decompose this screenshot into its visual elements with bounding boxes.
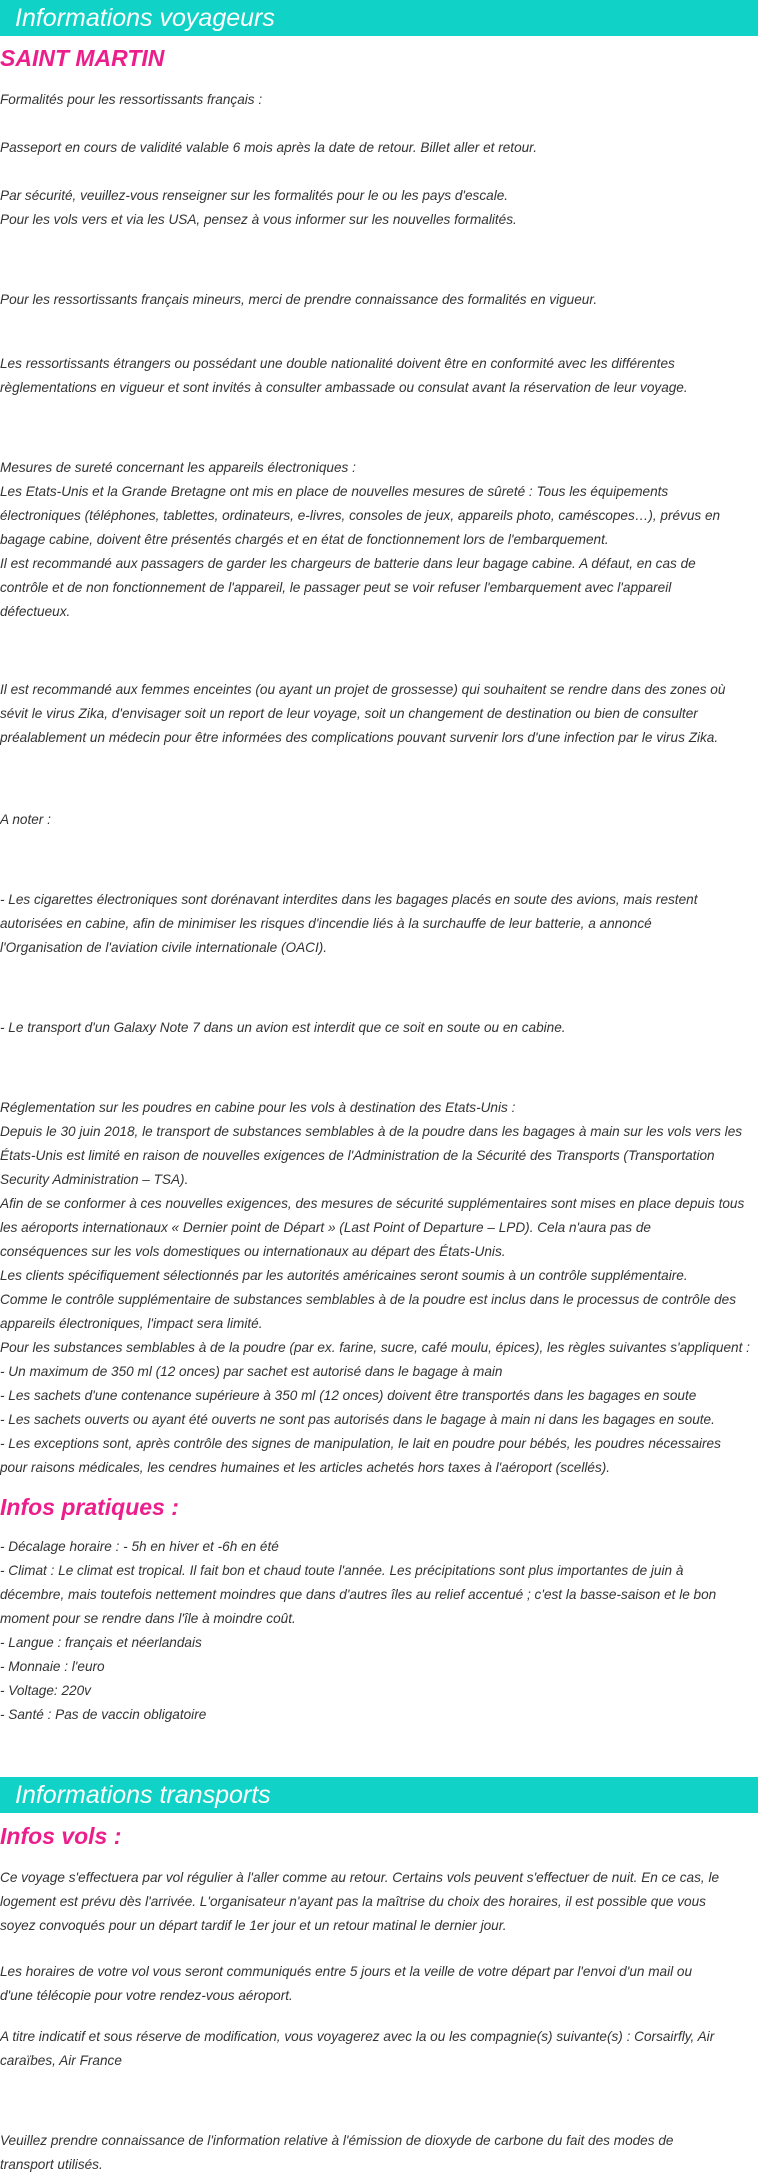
list-item: décembre, mais toutefois nettement moindres que dans d'autres îles au relief accentué ; c'est la basse-saison et le bon bbox=[0, 1587, 717, 1602]
text-line: pour raisons médicales, les cendres humaines et les articles achetés hors taxes à l'aéroport (scellés). bbox=[0, 1460, 611, 1475]
zika-paragraph bbox=[0, 678, 758, 750]
text-line: - Les cigarettes électroniques sont dorénavant interdites dans les bagages placés en soute des avions, mais restent bbox=[0, 892, 698, 907]
text-line: contrôle et de non fonctionnement de l'appareil, le passager peut se voir refuser l'embarquement avec l'appareil bbox=[0, 580, 672, 595]
vols-paragraph-2 bbox=[0, 1960, 758, 2008]
compagnies-paragraph bbox=[0, 2025, 758, 2073]
text-line: appareils électroniques, l'impact sera limité. bbox=[0, 1316, 263, 1331]
text-line: - Les sachets d'une contenance supérieure à 350 ml (12 onces) doivent être transportés dans les bagages en soute bbox=[0, 1388, 697, 1403]
text-line: Les Etats-Unis et la Grande Bretagne ont mis en place de nouvelles mesures de sûreté : Tous les équipements bbox=[0, 484, 669, 499]
text-line: Les horaires de votre vol vous seront communiqués entre 5 jours et la veille de votre départ par l'envoi d'un mail ou bbox=[0, 1964, 693, 1979]
text-line: Il est recommandé aux passagers de garder les chargeurs de batterie dans leur bagage cabine. A défaut, en cas de bbox=[0, 556, 696, 571]
destination-heading: SAINT MARTIN bbox=[0, 45, 165, 71]
text-line: - Les exceptions sont, après contrôle des signes de manipulation, le lait en poudre pour bébés, les poudres nécessaires bbox=[0, 1436, 721, 1451]
a-noter-label: A noter : bbox=[0, 812, 51, 827]
infos-vols-heading: Infos vols : bbox=[0, 1823, 122, 1849]
text-line: Les clients spécifiquement sélectionnés par les autorités américaines seront soumis à un contrôle supplémentaire. bbox=[0, 1268, 688, 1283]
transports-banner: Informations transports bbox=[0, 1777, 758, 1813]
text-line: États-Unis est limité en raison de nouvelles exigences de l'Administration de la Sécurité des Transports (Transportation bbox=[0, 1148, 715, 1163]
text-line: règlementations en vigueur et sont invités à consulter ambassade ou consulat avant la réservation de leur voyage. bbox=[0, 380, 688, 395]
poudres-paragraph bbox=[0, 1096, 758, 1480]
text-line: logement est prévu dès l'arrivée. L'organisateur n'ayant pas la maîtrise du choix des horaires, il est possible que vous bbox=[0, 1894, 706, 1909]
text-line: A titre indicatif et sous réserve de modification, vous voyagerez avec la ou les compagnie(s) suivante(s) : Corsairfly, Air bbox=[0, 2029, 715, 2044]
text-line: transport utilisés. bbox=[0, 2157, 103, 2172]
text-line: préalablement un médecin pour être informées des complications pouvant survenir lors d'une infection par le virus Zika. bbox=[0, 730, 719, 745]
cigarettes-paragraph bbox=[0, 888, 758, 960]
mineurs-paragraph: Pour les ressortissants français mineurs, merci de prendre connaissance des formalités en vigueur. bbox=[0, 292, 598, 307]
list-item: - Monnaie : l'euro bbox=[0, 1659, 105, 1674]
voyageurs-banner: Informations voyageurs bbox=[0, 0, 758, 36]
text-line: autorisées en cabine, afin de minimiser les risques d'incendie liés à la surchauffe de leur batterie, a annoncé bbox=[0, 916, 652, 931]
text-line: les aéroports internationaux « Dernier point de Départ » (Last Point of Departure – LPD). Cela n'aura pas de bbox=[0, 1220, 651, 1235]
text-line: Mesures de sureté concernant les appareils électroniques : bbox=[0, 460, 356, 475]
list-item: - Langue : français et néerlandais bbox=[0, 1635, 202, 1650]
text-line: d'une télécopie pour votre rendez-vous aéroport. bbox=[0, 1988, 293, 2003]
etrangers-paragraph bbox=[0, 352, 758, 400]
text-line: électroniques (téléphones, tablettes, ordinateurs, e-livres, consoles de jeux, appareils photo, caméscopes…), prévus en bbox=[0, 508, 721, 523]
infos-pratiques-list bbox=[0, 1535, 758, 1727]
text-line: Pour les vols vers et via les USA, pensez à vous informer sur les nouvelles formalités. bbox=[0, 212, 517, 227]
text-line: Afin de se conformer à ces nouvelles exigences, des mesures de sécurité supplémentaires sont mises en place depuis tous bbox=[0, 1196, 745, 1211]
list-item: - Climat : Le climat est tropical. Il fait bon et chaud toute l'année. Les précipitations sont plus importantes de juin à bbox=[0, 1563, 684, 1578]
text-line: Security Administration – TSA). bbox=[0, 1172, 189, 1187]
list-item: - Décalage horaire : - 5h en hiver et -6h en été bbox=[0, 1539, 279, 1554]
galaxy-paragraph: - Le transport d'un Galaxy Note 7 dans un avion est interdit que ce soit en soute ou en cabine. bbox=[0, 1020, 566, 1035]
text-line: Veuillez prendre connaissance de l'information relative à l'émission de dioxyde de carbone du fait des modes de bbox=[0, 2133, 674, 2148]
text-line: Les ressortissants étrangers ou possédant une double nationalité doivent être en conformité avec les différentes bbox=[0, 356, 675, 371]
text-line: Depuis le 30 juin 2018, le transport de substances semblables à de la poudre dans les bagages à main sur les vols vers les bbox=[0, 1124, 743, 1139]
text-line: Réglementation sur les poudres en cabine pour les vols à destination des Etats-Unis : bbox=[0, 1100, 516, 1115]
appareils-paragraph bbox=[0, 456, 758, 624]
co2-paragraph bbox=[0, 2129, 758, 2177]
list-item: - Voltage: 220v bbox=[0, 1683, 91, 1698]
list-item: - Santé : Pas de vaccin obligatoire bbox=[0, 1707, 207, 1722]
passeport-paragraph: Passeport en cours de validité valable 6 mois après la date de retour. Billet aller et retour. bbox=[0, 140, 537, 155]
text-line: sévit le virus Zika, d'envisager soit un report de leur voyage, soit un changement de destination ou bien de consulter bbox=[0, 706, 698, 721]
formalites-title: Formalités pour les ressortissants français : bbox=[0, 92, 263, 107]
vols-paragraph-1 bbox=[0, 1866, 758, 1938]
text-line: bagage cabine, doivent être présentés chargés et en état de fonctionnement lors de l'embarquement. bbox=[0, 532, 609, 547]
text-line: Ce voyage s'effectuera par vol régulier à l'aller comme au retour. Certains vols peuvent s'effectuer de nuit. En ce cas, le bbox=[0, 1870, 720, 1885]
text-line: défectueux. bbox=[0, 604, 71, 619]
infos-pratiques-heading: Infos pratiques : bbox=[0, 1494, 179, 1520]
text-line: caraïbes, Air France bbox=[0, 2053, 122, 2068]
text-line: l'Organisation de l'aviation civile internationale (OACI). bbox=[0, 940, 328, 955]
text-line: - Les sachets ouverts ou ayant été ouverts ne sont pas autorisés dans le bagage à main ni dans les bagages en soute. bbox=[0, 1412, 715, 1427]
text-line: Il est recommandé aux femmes enceintes (ou ayant un projet de grossesse) qui souhaitent se rendre dans des zones où bbox=[0, 682, 726, 697]
text-line: conséquences sur les vols domestiques ou internationaux au départ des États-Unis. bbox=[0, 1244, 506, 1259]
text-line: - Un maximum de 350 ml (12 onces) par sachet est autorisé dans le bagage à main bbox=[0, 1364, 503, 1379]
text-line: Par sécurité, veuillez-vous renseigner sur les formalités pour le ou les pays d'escale. bbox=[0, 188, 509, 203]
text-line: Comme le contrôle supplémentaire de substances semblables à de la poudre est inclus dans le processus de contrôle des bbox=[0, 1292, 736, 1307]
text-line: Pour les substances semblables à de la poudre (par ex. farine, sucre, café moulu, épices), les règles suivantes s'appliquent : bbox=[0, 1340, 750, 1355]
securite-paragraph bbox=[0, 184, 758, 232]
list-item: moment pour se rendre dans l'île à moindre coût. bbox=[0, 1611, 296, 1626]
text-line: soyez convoqués pour un départ tardif le 1er jour et un retour matinal le dernier jour. bbox=[0, 1918, 507, 1933]
